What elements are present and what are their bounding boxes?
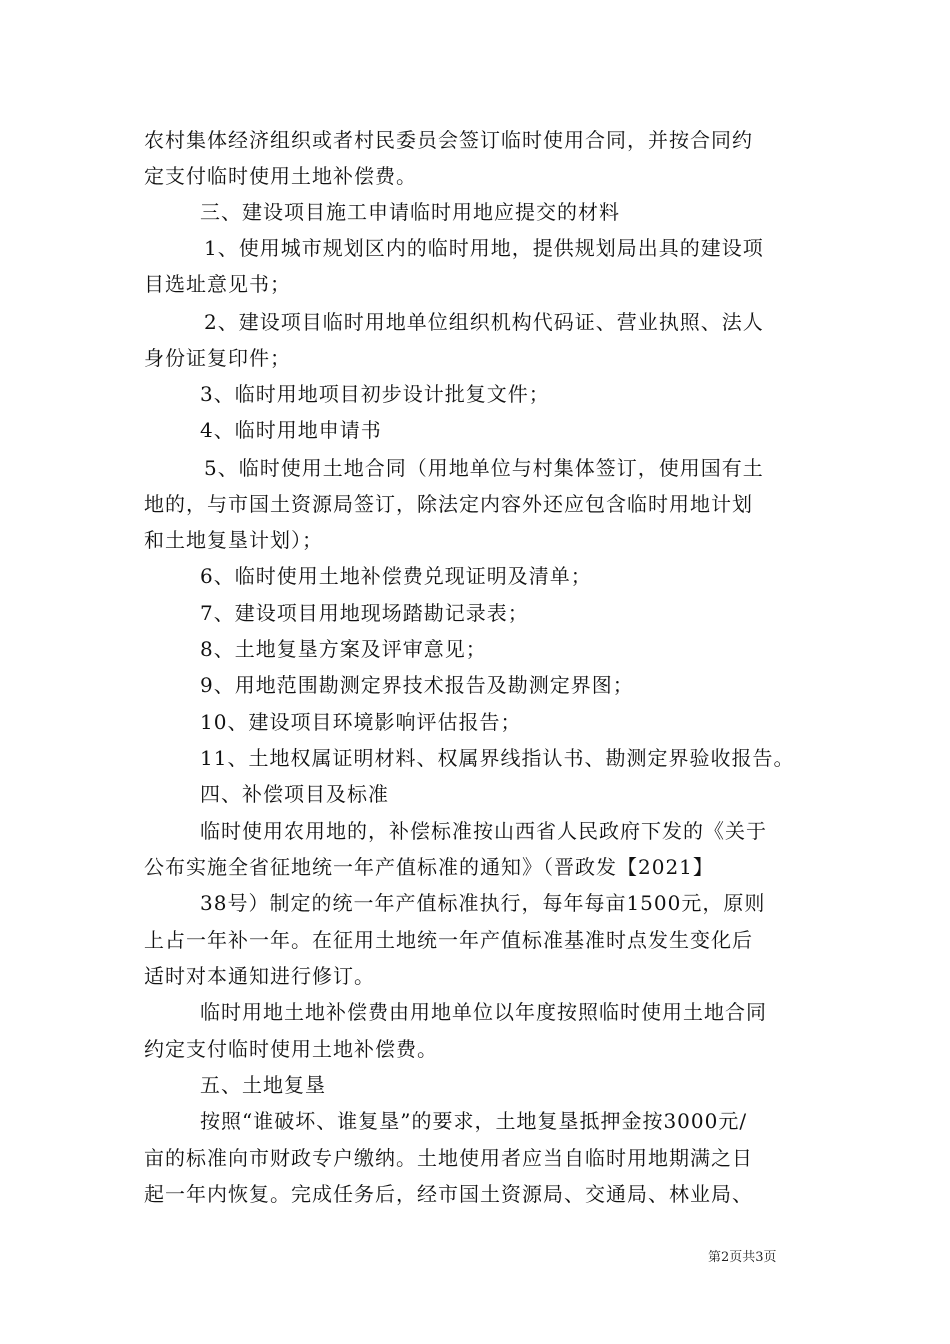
section-heading: 三、建设项目施工申请临时用地应提交的材料 xyxy=(200,200,620,224)
paragraph-line: 适时对本通知进行修订。 xyxy=(144,964,375,988)
list-item: 4、临时用地申请书 xyxy=(200,418,382,442)
paragraph-line: 38号）制定的统一年产值标准执行，每年每亩1500元，原则 xyxy=(200,891,766,915)
paragraph-line: 临时用地土地补偿费由用地单位以年度按照临时使用土地合同 xyxy=(200,1000,767,1024)
section-heading: 四、补偿项目及标准 xyxy=(200,782,389,806)
list-item: 9、用地范围勘测定界技术报告及勘测定界图； xyxy=(200,673,634,697)
list-item: 11、土地权属证明材料、权属界线指认书、勘测定界验收报告。 xyxy=(200,746,795,770)
list-item-continuation: 地的，与市国土资源局签订，除法定内容外还应包含临时用地计划 xyxy=(144,492,753,516)
list-item: 10、建设项目环境影响评估报告； xyxy=(200,710,522,734)
list-item: 1、使用城市规划区内的临时用地，提供规划局出具的建设项 xyxy=(204,236,764,260)
list-item-continuation: 和土地复垦计划）； xyxy=(144,528,323,552)
paragraph-line: 起一年内恢复。完成任务后，经市国土资源局、交通局、林业局、 xyxy=(144,1182,753,1206)
section-heading: 五、土地复垦 xyxy=(200,1073,326,1097)
paragraph-line: 定支付临时使用土地补偿费。 xyxy=(144,164,417,188)
list-item: 3、临时用地项目初步设计批复文件； xyxy=(200,382,550,406)
list-item: 8、土地复垦方案及评审意见； xyxy=(200,637,487,661)
list-item: 6、临时使用土地补偿费兑现证明及清单； xyxy=(200,564,592,588)
paragraph-line: 亩的标准向市财政专户缴纳。土地使用者应当自临时用地期满之日 xyxy=(144,1146,753,1170)
list-item: 2、建设项目临时用地单位组织机构代码证、营业执照、法人 xyxy=(204,310,764,334)
list-item: 5、临时使用土地合同（用地单位与村集体签订，使用国有土 xyxy=(204,456,764,480)
paragraph-line: 公布实施全省征地统一年产值标准的通知》（晋政发【2021】 xyxy=(144,855,714,879)
list-item-continuation: 身份证复印件； xyxy=(144,346,291,370)
paragraph-line: 临时使用农用地的，补偿标准按山西省人民政府下发的《关于 xyxy=(200,819,767,843)
paragraph-line: 按照“谁破坏、谁复垦”的要求，土地复垦抵押金按3000元/ xyxy=(200,1109,748,1133)
list-item: 7、建设项目用地现场踏勘记录表； xyxy=(200,601,529,625)
paragraph-line: 约定支付临时使用土地补偿费。 xyxy=(144,1037,438,1061)
paragraph-line: 农村集体经济组织或者村民委员会签订临时使用合同，并按合同约 xyxy=(144,128,753,152)
paragraph-line: 上占一年补一年。在征用土地统一年产值标准基准时点发生变化后 xyxy=(144,928,753,952)
list-item-continuation: 目选址意见书； xyxy=(144,272,291,296)
page-number: 第2页共3页 xyxy=(708,1250,777,1265)
